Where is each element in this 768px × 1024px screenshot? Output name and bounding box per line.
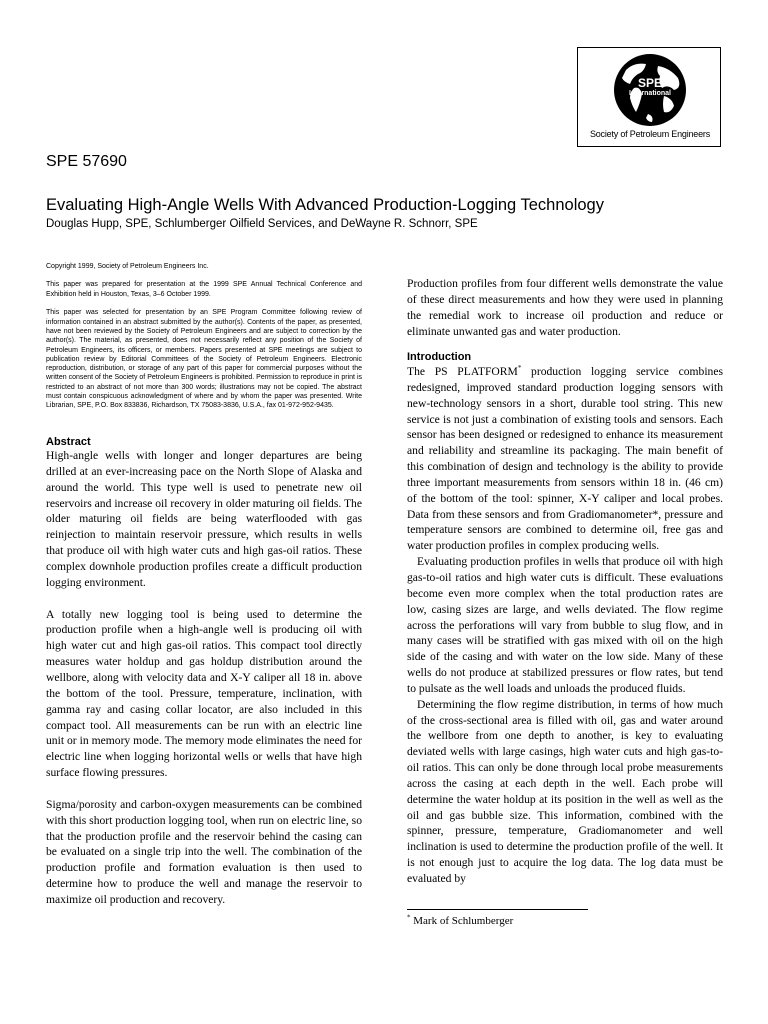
footnote-text: Mark of Schlumberger bbox=[410, 915, 514, 927]
copyright-block bbox=[46, 262, 362, 420]
product-name: The PS PLATFORM bbox=[407, 365, 518, 378]
permission-note: This paper was selected for presentation by an SPE Program Committee following review of information contained in an abstract submitted by the author(s). Contents of the paper, as presented, have not been reviewed by the Society of Petroleum Engineers and are subject to correction by the author(s). The material, as presented, does not necessarily reflect any position of the Society of Petroleum Engineers, its officers, or members. Papers presented at SPE meetings are subject to publication review by Editorial Committees of the Society of Petroleum Engineers. Electronic reproduction, distribution, or storage of any part of this paper for commercial purposes without the written consent of the Society of Petroleum Engineers is prohibited. Permission to reproduce in print is restricted to an abstract of not more than 300 words; illustrations may not be copied. The abstract must contain conspicuous acknowledgment of where and by whom the paper was presented. Write Librarian, SPE, P.O. Box 833836, Richardson, TX 75083-3836, U.S.A., fax 01-972-952-9435. bbox=[46, 309, 362, 410]
spe-logo bbox=[577, 47, 721, 147]
introduction-paragraph: Determining the flow regime distribution, in terms of how much of the cross-sectional area is filled with oil, gas and water around the wellbore from one depth to another, is key to evaluating deviated wells with large casings, high water cuts and high gas-to-oil ratios. This can only be done through local probe measurements across the casing at each depth in the well. Each probe will determine the water holdup at its position in the well as well as the oil and gas bubble size. This information, combined with the spinner, pressure, temperature, Gradiomanometer and well inclination is used to determine the production profile of the well. It is not enough just to acquire the log data. The log data must be evaluated by bbox=[407, 697, 723, 885]
paper-title: Evaluating High-Angle Wells With Advanced Production-Logging Technology bbox=[46, 196, 604, 214]
footnote-divider bbox=[407, 909, 588, 910]
abstract-paragraph: A totally new logging tool is being used to determine the production profile when a high-angle well is producing oil with high water cut and high gas-oil ratios. This compact tool directly measures water holdup and gas holdup distribution around the wellbore, along with velocity data and X-Y caliper all 18 in. above the bottom of the tool. Pressure, temperature, inclination, with gamma ray and casing collar locator, are also included in this compact tool. All measurements can be run with an electric line unit or in memory mode. The memory mode eliminates the need for electric line when logging horizontal wells or wells that have high surface flowing pressures. bbox=[46, 607, 362, 780]
abstract-paragraph: High-angle wells with longer and longer departures are being drilled at an ever-increasing pace on the North Slope of Alaska and around the world. This type well is used to penetrate new oil reservoirs and increase oil recovery in older maturing oil fields. The older maturing oil fields are being waterflooded with gas reinjection to maintain reservoir pressure, which results in wells that produce oil with high water cuts and high gas-oil ratios. These complex downhole production profiles create a difficult production logging environment. bbox=[46, 449, 362, 589]
right-column-intro bbox=[407, 276, 723, 339]
introduction-body bbox=[407, 364, 723, 887]
footnote bbox=[407, 915, 513, 927]
intro-continuation-paragraph: Production profiles from four different wells demonstrate the value of these direct measurements and how they were used in planning the remedial work to increase oil production and reduce or eliminate unwanted gas and water production. bbox=[407, 277, 723, 338]
logo-subtitle: International bbox=[628, 90, 671, 97]
abstract-body bbox=[46, 448, 362, 908]
abstract-heading: Abstract bbox=[46, 436, 91, 448]
logo-initials: SPE bbox=[637, 76, 662, 90]
paper-number: SPE 57690 bbox=[46, 153, 127, 170]
presentation-note: This paper was prepared for presentation at the 1999 SPE Annual Technical Conference and Exhibition held in Houston, Texas, 3–6 October 1999. bbox=[46, 281, 362, 298]
introduction-paragraph: Evaluating production profiles in wells that produce oil with high gas-to-oil ratios and high water cuts is difficult. These evaluations become even more complex when the total production rates are low, casing sizes are large, and wells deviated. The flow regime across the perforations will vary from bubble to slug flow, and in many cases will be stratified with gas mixed with oil on the high side of the casing and with water on the low side. Many of these wells do not produce at stabilized pressures or flow rates, but tend to pulsate as the well loads and unloads the produced fluids. bbox=[407, 555, 723, 695]
authors: Douglas Hupp, SPE, Schlumberger Oilfield Services, and DeWayne R. Schnorr, SPE bbox=[46, 218, 478, 230]
trademark-mark: * bbox=[517, 364, 522, 373]
introduction-paragraph bbox=[407, 364, 723, 554]
introduction-heading: Introduction bbox=[407, 351, 472, 363]
abstract-paragraph: Sigma/porosity and carbon-oxygen measurements can be combined with this short production logging tool, when run on electric line, so that the production profile and the reservoir behind the casing can be evaluated on a single trip into the well. The combination of the production profile and formation evaluation is then used to determine how to produce the well and manage the reservoir to maximize oil production and recovery. bbox=[46, 797, 362, 906]
logo-caption: Society of Petroleum Engineers bbox=[589, 129, 711, 139]
copyright-line: Copyright 1999, Society of Petroleum Engineers Inc. bbox=[46, 263, 209, 270]
introduction-text: production logging service combines redesigned, improved standard production logging sensors with new-technology sensors in a short, durable tool string. This new service is not just a combination of existing tools and sensors. Each sensor has been designed or redesigned to enhance its measurement and reliability and streamline its packaging. The main benefit of this combination of design and technology is the ability to provide three important measurements from sensors within 18 in. (46 cm) of the bottom of the tool: spinner, X-Y caliper and local probes. Data from these sensors and from Gradiomanometer*, pressure and temperature sensors are combined to determine oil, free gas and water production profiles in complex producing wells. bbox=[407, 365, 724, 553]
footnote-mark: * bbox=[407, 913, 411, 922]
